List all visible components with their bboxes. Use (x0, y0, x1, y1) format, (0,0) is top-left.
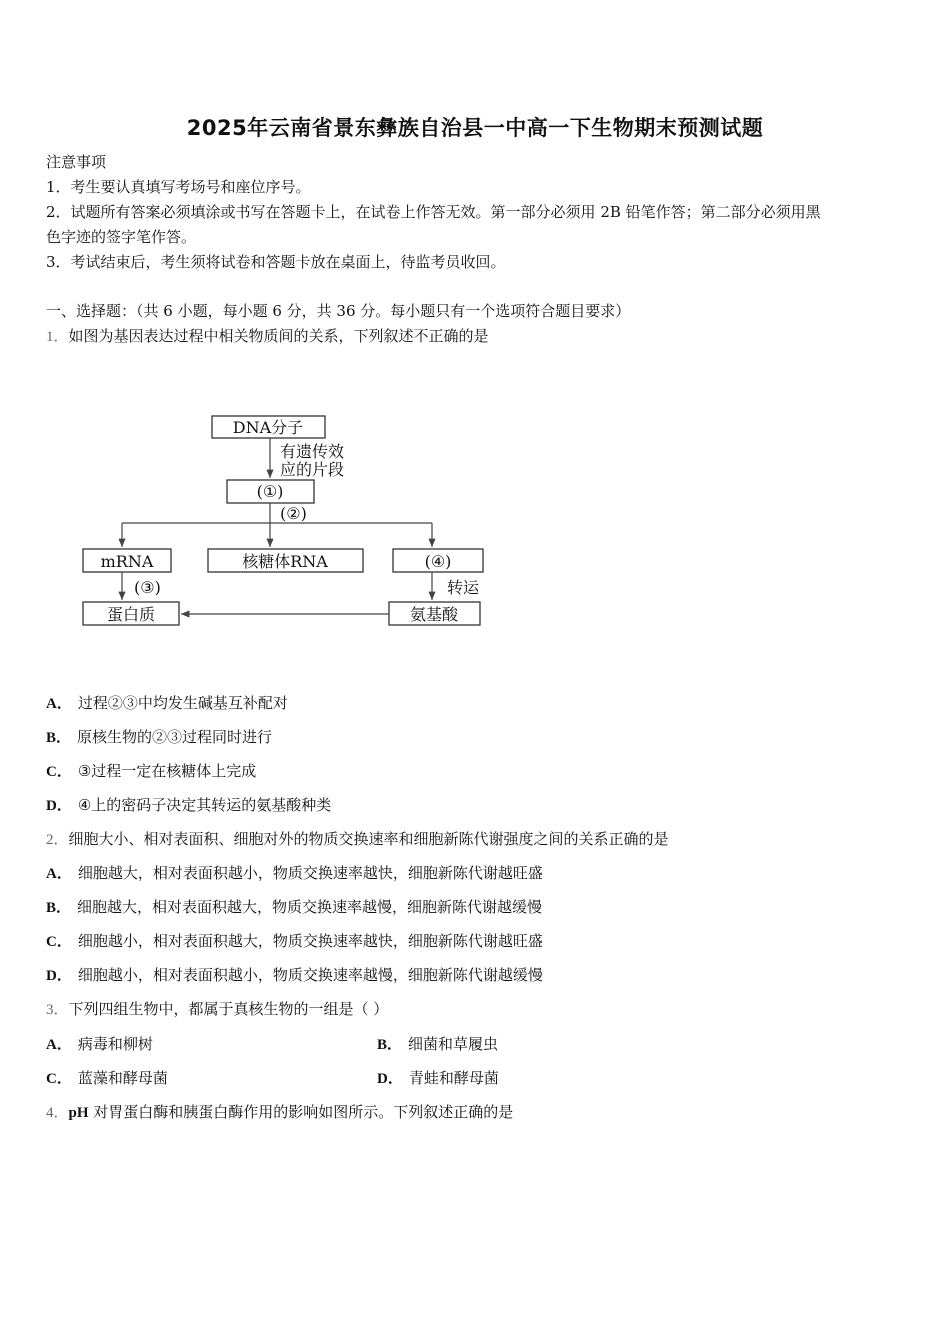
label-protein: 蛋白质 (106, 605, 156, 624)
label-transport: 转运 (447, 578, 480, 597)
option-c: C． 细胞越小，相对表面积越大，物质交换速率越快，细胞新陈代谢越旺盛 (46, 932, 543, 950)
question-text-prefix: pH (68, 1105, 89, 1121)
question-text: 对胃蛋白酶和胰蛋白酶作用的影响如图所示。下列叙述正确的是 (88, 1103, 514, 1121)
option-b: B． 细菌和草履虫 (377, 1035, 499, 1053)
question-number: 3． (46, 1002, 69, 1018)
label-segment-1: 有遗传效 (280, 442, 345, 461)
option-c: C． ③过程一定在核糖体上完成 (46, 762, 257, 780)
question-number: 4． (46, 1105, 69, 1121)
question-text: 下列四组生物中，都属于真核生物的一组是（ ） (68, 1000, 389, 1018)
label-segment-2: 应的片段 (280, 460, 345, 479)
notice-item: 1．考生要认真填写考场号和座位序号。 (46, 178, 311, 196)
option-d: D． 青蛙和酵母菌 (377, 1069, 499, 1087)
question-number: 1． (46, 329, 69, 345)
question-4-stem (46, 1102, 513, 1123)
option-a: A． 细胞越大，相对表面积越小，物质交换速率越快，细胞新陈代谢越旺盛 (46, 864, 543, 882)
notice-item: 色字迹的签字笔作答。 (46, 228, 197, 246)
question-3-stem (46, 999, 388, 1020)
question-2-stem (46, 829, 669, 850)
notice-item: 3．考试结束后，考生须将试卷和答题卡放在桌面上，待监考员收回。 (46, 253, 506, 271)
label-amino: 氨基酸 (409, 605, 459, 624)
option-c: C． 蓝藻和酵母菌 (46, 1069, 168, 1087)
label-node1: (①) (256, 482, 284, 501)
label-dna: DNA分子 (232, 418, 304, 437)
question-text: 如图为基因表达过程中相关物质间的关系，下列叙述不正确的是 (68, 327, 489, 345)
option-b: B． 细胞越大，相对表面积越大，物质交换速率越慢，细胞新陈代谢越缓慢 (46, 898, 543, 916)
option-d: D． 细胞越小，相对表面积越小，物质交换速率越慢，细胞新陈代谢越缓慢 (46, 966, 543, 984)
question-number: 2． (46, 832, 69, 848)
option-b: B． 原核生物的②③过程同时进行 (46, 728, 273, 746)
notice-heading: 注意事项 (46, 153, 107, 171)
option-a: A． 病毒和柳树 (46, 1035, 153, 1053)
label-node3: (③) (134, 578, 161, 597)
option-d: D． ④上的密码子决定其转运的氨基酸种类 (46, 796, 332, 814)
notice-item: 2．试题所有答案必须填涂或书写在答题卡上，在试卷上作答无效。第一部分必须用 2B 铅笔作答；第二部分必须用黑 (46, 203, 821, 221)
option-a: A． 过程②③中均发生碱基互补配对 (46, 694, 288, 712)
page-title: 2025年云南省景东彝族自治县一中高一下生物期末预测试题 (186, 116, 764, 140)
question-1-stem (46, 326, 489, 347)
question-text: 细胞大小、相对表面积、细胞对外的物质交换速率和细胞新陈代谢强度之间的关系正确的是 (68, 830, 669, 848)
label-node4: (④) (424, 552, 452, 571)
label-rrna: 核糖体RNA (242, 552, 328, 571)
label-mrna: mRNA (100, 552, 154, 571)
section-heading: 一、选择题：（共 6 小题，每小题 6 分，共 36 分。每小题只有一个选项符合题目要求） (46, 302, 631, 320)
label-node2: (②) (280, 504, 307, 523)
gene-expression-diagram (70, 405, 510, 630)
